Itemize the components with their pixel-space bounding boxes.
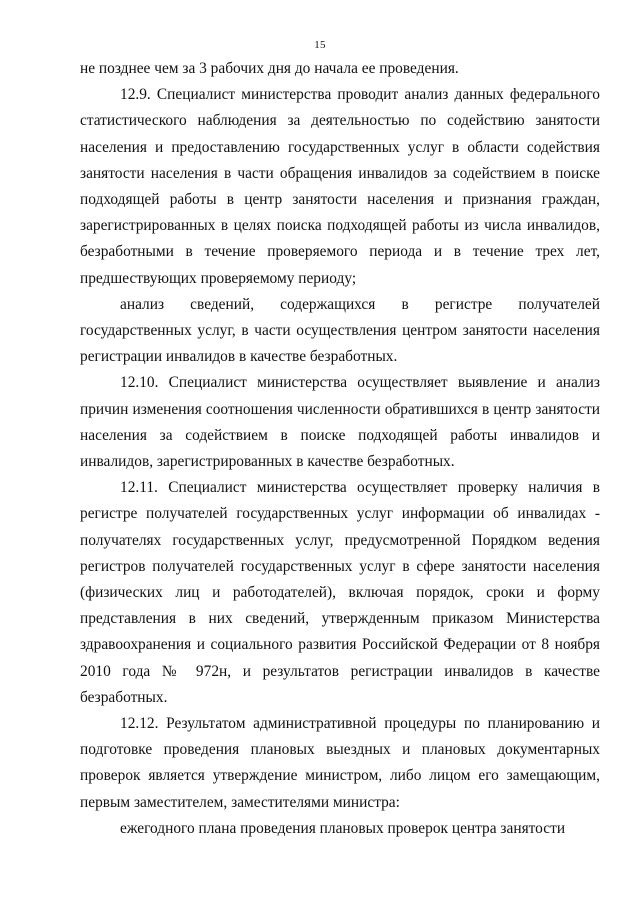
paragraph-12-10: 12.10. Специалист министерства осуществляет выявление и анализ причин изменения соотношения численности обратившихся в центр занятости населения за содействием в поиске подходящей работы инвалидов и инвалидов, зарегистрированных в качестве безработных. — [80, 374, 600, 471]
paragraph-12-11: 12.11. Специалист министерства осуществляет проверку наличия в регистре получателей государственных услуг информации об инвалидах - получателях государственных услуг, предусмотренной Порядком ведения регистров получателей государственных услуг в сфере занятости населения (физических лиц и работодателей), включая порядок, сроки и форму представления в них сведений, утвержденным приказом Министерства здравоохранения и социального развития Российской Федерации от 8 ноября 2010 года № 972н, и результатов регистрации инвалидов в качестве безработных. — [80, 479, 600, 706]
paragraph-annual-plan: ежегодного плана проведения плановых проверок центра занятости — [120, 819, 566, 837]
paragraph-continuation: не позднее чем за 3 рабочих дня до начала ее проведения. — [80, 60, 459, 77]
paragraph-12-9: 12.9. Специалист министерства проводит анализ данных федерального статистического наблюдения за деятельностью по содействию занятости населения и предоставлению государственных услуг в области содействия занятости населения в части обращения инвалидов за содействием в поиске подходящей работы в центр занятости населения и признания граждан, зарегистрированных в целях поиска подходящей работы из числа инвалидов, безработными в течение проверяемого периода и в течение трех лет, предшествующих проверяемому периоду; — [80, 86, 600, 287]
paragraph-12-12: 12.12. Результатом административной процедуры по планированию и подготовке проведения плановых выездных и плановых документарных проверок является утверждение министром, либо лицом его замещающим, первым заместителем, заместителями министра: — [80, 715, 600, 811]
paragraph-registry-analysis: анализ сведений, содержащихся в регистре получателей государственных услуг, в части осуществления центром занятости населения регистрации инвалидов в качестве безработных. — [80, 295, 600, 366]
document-body — [80, 56, 600, 842]
page-number: 15 — [314, 39, 326, 51]
